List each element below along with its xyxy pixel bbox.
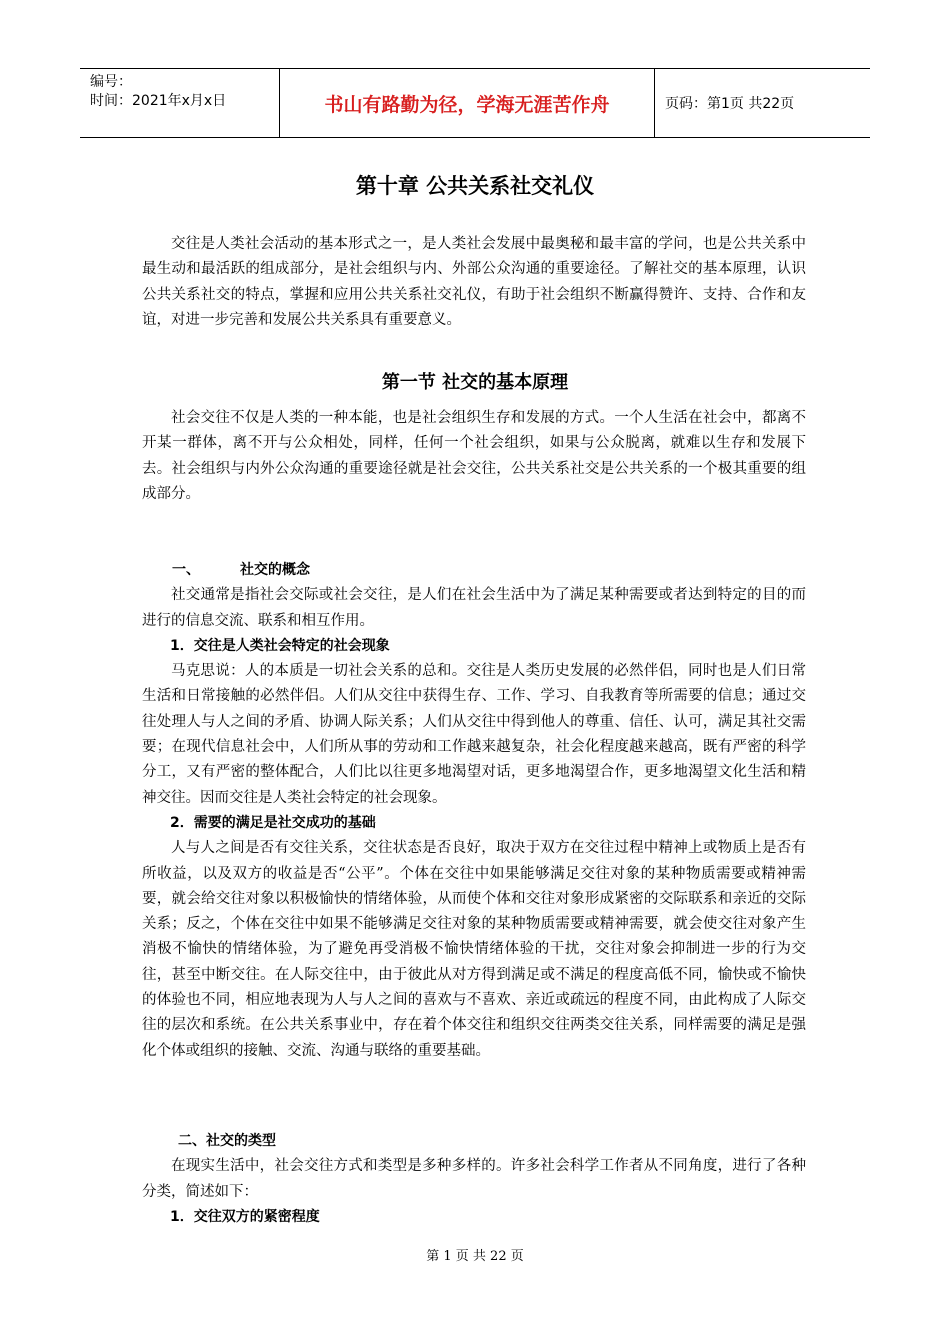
chapter-title: 第十章 公共关系社交礼仪 (355, 174, 595, 198)
header-page-info: 页码：第1页 共22页 (665, 96, 795, 112)
header-motto: 书山有路勤为径，学海无涯苦作舟 (280, 69, 655, 137)
intro-paragraph: 交往是人类社会活动的基本形式之一，是人类社会发展中最奥秘和最丰富的学问，也是公共关系中最生动和最活跃的组成部分，是社会组织与内、外部公众沟通的重要途径。了解社交的基本原理，认识公共关系社交的特点，掌握和应用公共关系社交礼仪，有助于社会组织不断赢得赞许、支持、合作和友谊，对进一步完善和发展公共关系具有重要意义。 (142, 236, 806, 328)
subheading-1: 1．交往是人类社会特定的社会现象 (170, 637, 390, 654)
header-meta (80, 69, 280, 137)
intro-block (142, 232, 806, 333)
time-label: 时间：2021年x月x日 (90, 93, 227, 109)
section1-paragraph: 社会交往不仅是人类的一种本能，也是社会组织生存和发展的方式。一个人生活在社会中，都离不开某一群体，离不开与公众相处，同样，任何一个社会组织，如果与公众脱离，就难以生存和发展下去。社会组织与内外公众沟通的重要途径就是社会交往，公共关系社交是公共关系的一个极其重要的组成部分。 (142, 410, 806, 502)
number-label: 编号： (90, 74, 132, 90)
concept-paragraph: 社交通常是指社会交际或社会交往，是人们在社会生活中为了满足某种需要或者达到特定的目的而进行的信息交流、联系和相互作用。 (142, 587, 806, 629)
page-header (80, 68, 870, 138)
section-title: 第一节 社交的基本原理 (381, 372, 569, 393)
concept-heading (142, 558, 806, 583)
concept-block (142, 558, 806, 1064)
concept-heading-text: 社交的概念 (240, 562, 310, 578)
types-subheading-1: 1．交往双方的紧密程度 (170, 1208, 320, 1225)
concept-number: 一、 (172, 562, 200, 578)
page-footer: 第 1 页 共 22 页 (426, 1249, 524, 1264)
types-paragraph: 在现实生活中，社会交往方式和类型是多种多样的。许多社会科学工作者从不同角度，进行了各种分类，简述如下： (142, 1158, 806, 1200)
types-heading: 二、社交的类型 (178, 1133, 276, 1149)
sub1-paragraph: 马克思说：人的本质是一切社会关系的总和。交往是人类历史发展的必然伴侣，同时也是人们日常生活和日常接触的必然伴侣。人们从交往中获得生存、工作、学习、自我教育等所需要的信息；通过交往处理人与人之间的矛盾、协调人际关系；人们从交往中得到他人的尊重、信任、认可，满足其社交需要；在现代信息社会中，人们所从事的劳动和工作越来越复杂，社会化程度越来越高，既有严密的科学分工，又有严密的整体配合，人们比以往更多地渴望对话，更多地渴望合作，更多地渴望文化生活和精神交往。因而交往是人类社会特定的社会现象。 (142, 663, 806, 806)
types-block (142, 1129, 806, 1230)
section1-block (142, 406, 806, 507)
subheading-2: 2．需要的满足是社交成功的基础 (170, 814, 376, 831)
sub2-paragraph: 人与人之间是否有交往关系，交往状态是否良好，取决于双方在交往过程中精神上或物质上是否有所收益，以及双方的收益是否“公平”。个体在交往中如果能够满足交往对象的某种物质需要或精神需要，就会给交往对象以积极愉快的情绪体验，从而使个体和交往对象形成紧密的交际联系和亲近的交际关系；反之，个体在交往中如果不能够满足交往对象的某种物质需要或精神需要，就会使交往对象产生消极不愉快的情绪体验，为了避免再受消极不愉快情绪体验的干扰，交往对象会抑制进一步的行为交往，甚至中断交往。在人际交往中，由于彼此从对方得到满足或不满足的程度高低不同，愉快或不愉快的体验也不同，相应地表现为人与人之间的喜欢与不喜欢、亲近或疏远的程度不同，由此构成了人际交往的层次和系统。在公共关系事业中，存在着个体交往和组织交往两类交往关系，同样需要的满足是强化个体或组织的接触、交流、沟通与联络的重要基础。 (142, 840, 806, 1059)
